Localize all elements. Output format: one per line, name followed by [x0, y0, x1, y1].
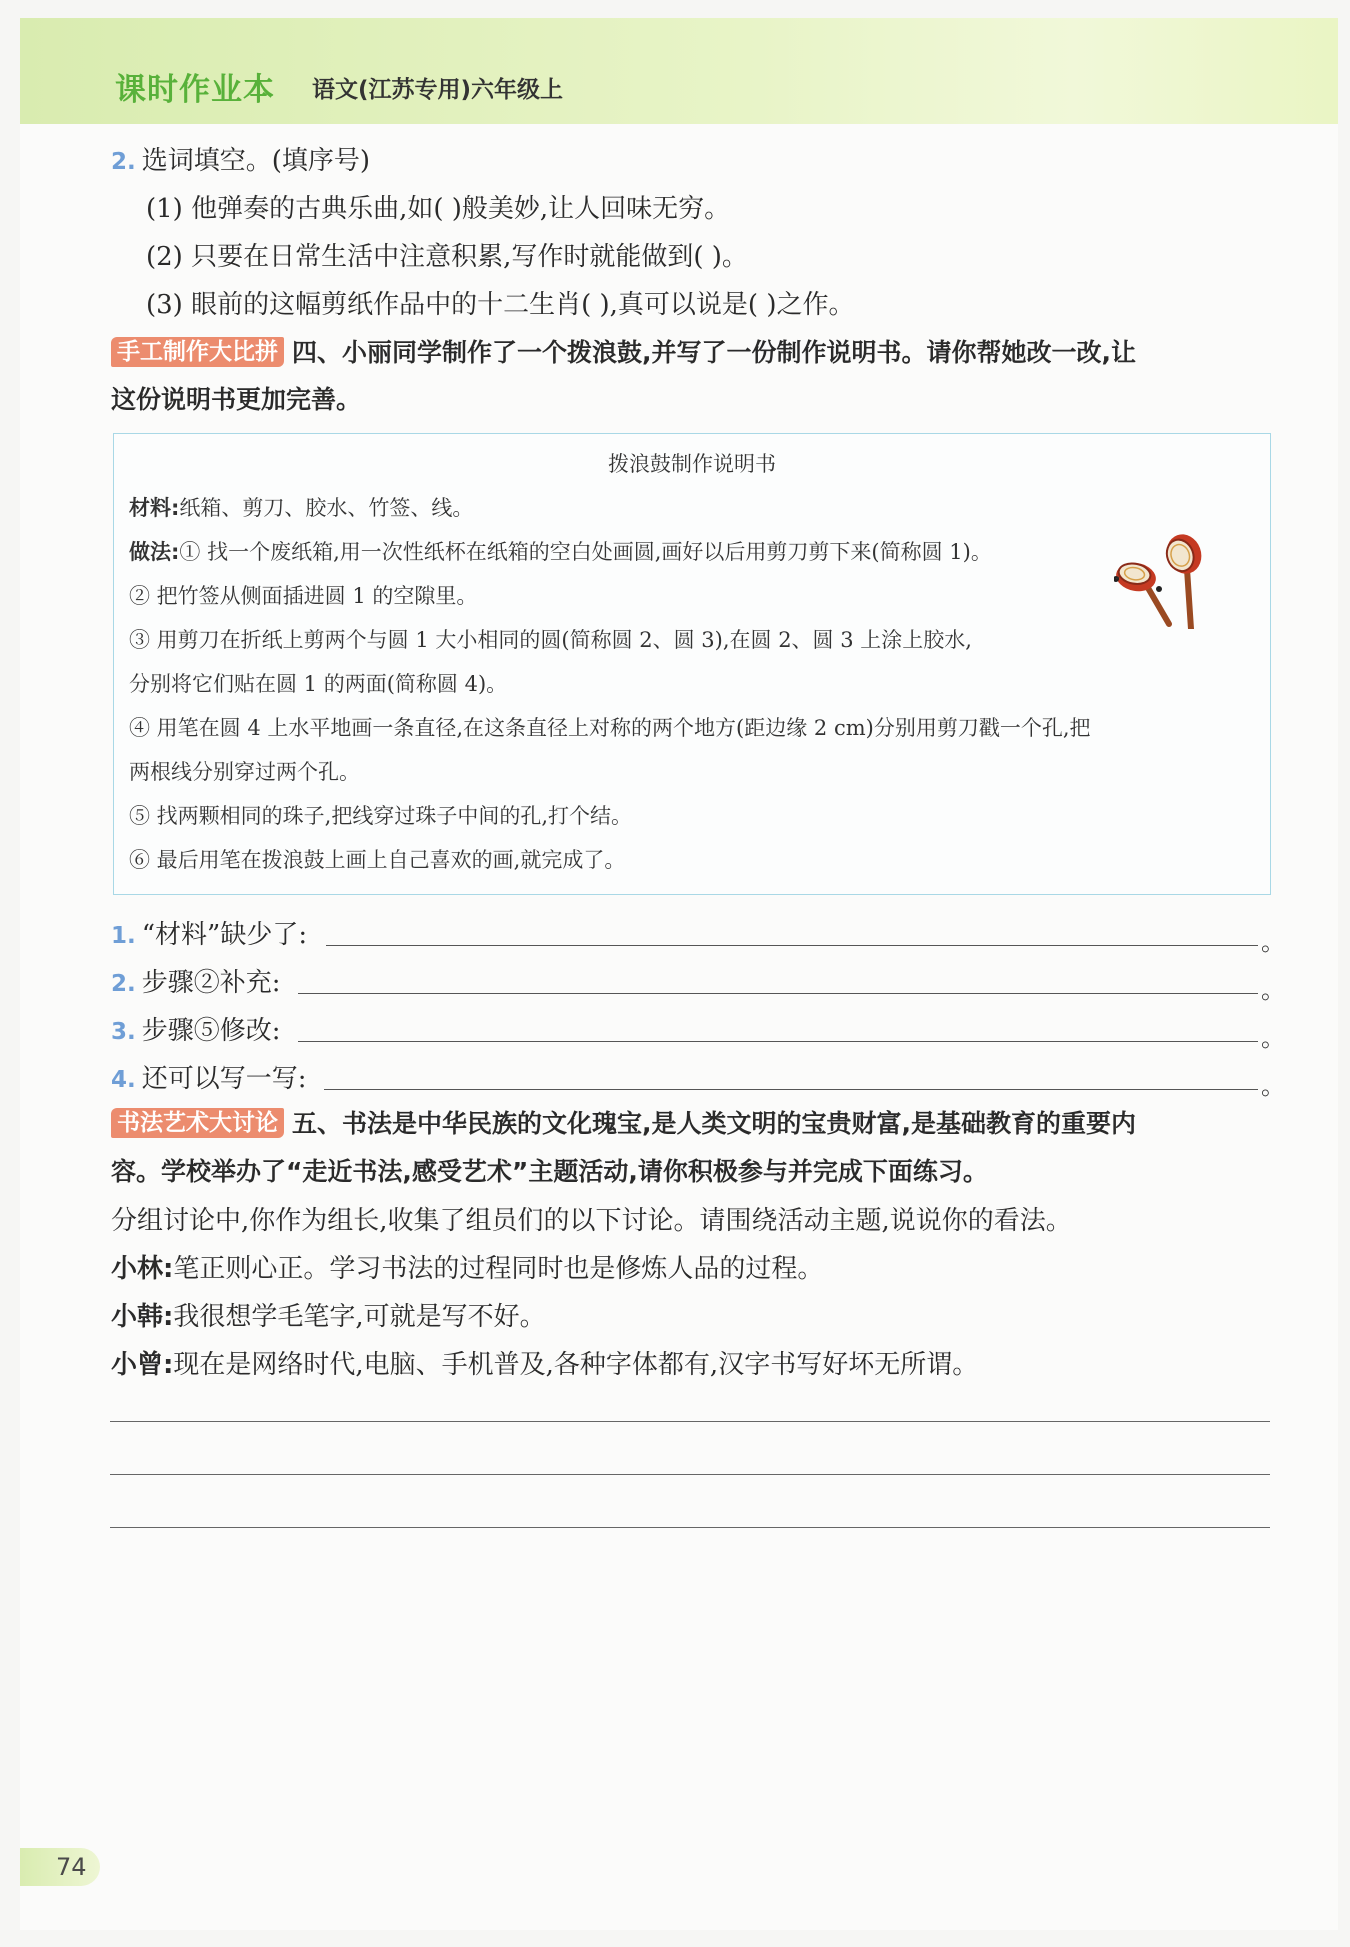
q2-item-1: (1) 他弹奏的古典乐曲,如( )般美妙,让人回味无穷。	[146, 194, 731, 224]
period-2: 。	[1261, 976, 1285, 1004]
manual-materials	[129, 492, 473, 522]
question-2	[111, 962, 281, 999]
speaker-3-name: 小曾:	[111, 1350, 174, 1380]
section5-text-2: 容。学校举办了“走近书法,感受艺术”主题活动,请你积极参与并完成下面练习。	[111, 1157, 988, 1186]
answer-line-3[interactable]	[298, 1040, 1258, 1042]
question-3	[111, 1010, 281, 1047]
question-4-text: 还可以写一写:	[141, 1064, 307, 1094]
q2-item-2: (2) 只要在日常生活中注意积累,写作时就能做到( )。	[146, 242, 748, 272]
page-number-tab	[20, 1848, 100, 1886]
speaker-3-text: 现在是网络时代,电脑、手机普及,各种字体都有,汉字书写好坏无所谓。	[173, 1350, 979, 1380]
question-1-text: “材料”缺少了:	[141, 920, 308, 950]
q2-item-3: (3) 眼前的这幅剪纸作品中的十二生肖( ),真可以说是( )之作。	[146, 290, 855, 320]
question-4	[111, 1058, 307, 1095]
section5-text-1: 五、书法是中华民族的文化瑰宝,是人类文明的宝贵财富,是基础教育的重要内	[292, 1109, 1136, 1138]
method-label: 做法:	[129, 540, 180, 564]
manual-step-1	[129, 536, 992, 566]
manual-step-4a: ④ 用笔在圆 4 上水平地画一条直径,在这条直径上对称的两个地方(距边缘 2 cm)分别用剪刀戳一个孔,把	[129, 716, 1091, 740]
step-1-text: ① 找一个废纸箱,用一次性纸杯在纸箱的空白处画圆,画好以后用剪刀剪下来(简称圆 1)。	[179, 540, 992, 564]
section4-heading	[111, 333, 1136, 369]
q2-prompt	[111, 140, 370, 177]
book-subtitle: 语文(江苏专用)六年级上	[312, 77, 564, 103]
question-2-number: 2.	[111, 971, 136, 997]
writing-line-1[interactable]	[110, 1421, 1270, 1422]
answer-line-1[interactable]	[326, 944, 1258, 946]
question-3-text: 步骤⑤修改:	[141, 1016, 281, 1046]
manual-box	[113, 433, 1271, 895]
section5-heading	[111, 1104, 1136, 1140]
manual-step-6: ⑥ 最后用笔在拨浪鼓上画上自己喜欢的画,就完成了。	[129, 848, 626, 872]
period-3: 。	[1261, 1024, 1285, 1052]
section5-intro: 分组讨论中,你作为组长,收集了组员们的以下讨论。请围绕活动主题,说说你的看法。	[111, 1206, 1072, 1236]
speaker-2-name: 小韩:	[111, 1302, 174, 1332]
answer-line-4[interactable]	[324, 1088, 1258, 1090]
q2-number: 2.	[111, 149, 136, 175]
question-2-text: 步骤②补充:	[141, 968, 281, 998]
materials-label: 材料:	[129, 496, 180, 520]
question-3-number: 3.	[111, 1019, 136, 1045]
speaker-1-text: 笔正则心正。学习书法的过程同时也是修炼人品的过程。	[173, 1254, 824, 1284]
rattle-drum-icon	[1114, 529, 1234, 629]
question-1-number: 1.	[111, 923, 136, 949]
answer-line-2[interactable]	[298, 992, 1258, 994]
speaker-line-3	[111, 1344, 978, 1381]
manual-title: 拨浪鼓制作说明书	[608, 452, 776, 476]
q2-prompt-text: 选词填空。(填序号)	[141, 146, 371, 176]
speaker-1-name: 小林:	[111, 1254, 174, 1284]
section4-tag: 手工制作大比拼	[111, 337, 284, 367]
manual-step-2: ② 把竹签从侧面插进圆 1 的空隙里。	[129, 584, 478, 608]
period-1: 。	[1261, 928, 1285, 956]
speaker-line-1	[111, 1248, 823, 1285]
manual-step-5: ⑤ 找两颗相同的珠子,把线穿过珠子中间的孔,打个结。	[129, 804, 633, 828]
manual-step-3b: 分别将它们贴在圆 1 的两面(简称圆 4)。	[129, 672, 508, 696]
question-4-number: 4.	[111, 1067, 136, 1093]
materials-text: 纸箱、剪刀、胶水、竹签、线。	[179, 496, 474, 520]
book-title: 课时作业本	[115, 72, 275, 108]
manual-step-3a: ③ 用剪刀在折纸上剪两个与圆 1 大小相同的圆(简称圆 2、圆 3),在圆 2、圆 3 上涂上胶水,	[129, 628, 972, 652]
speaker-line-2	[111, 1296, 546, 1333]
section4-text-1: 四、小丽同学制作了一个拨浪鼓,并写了一份制作说明书。请你帮她改一改,让	[292, 338, 1136, 367]
speaker-2-text: 我很想学毛笔字,可就是写不好。	[173, 1302, 546, 1332]
question-1	[111, 914, 307, 951]
writing-line-2[interactable]	[110, 1474, 1270, 1475]
manual-step-4b: 两根线分别穿过两个孔。	[129, 760, 360, 784]
section5-tag: 书法艺术大讨论	[111, 1108, 284, 1138]
writing-line-3[interactable]	[110, 1527, 1270, 1528]
section4-text-2: 这份说明书更加完善。	[111, 385, 362, 414]
period-4: 。	[1261, 1072, 1285, 1100]
page-number: 74	[56, 1853, 87, 1881]
